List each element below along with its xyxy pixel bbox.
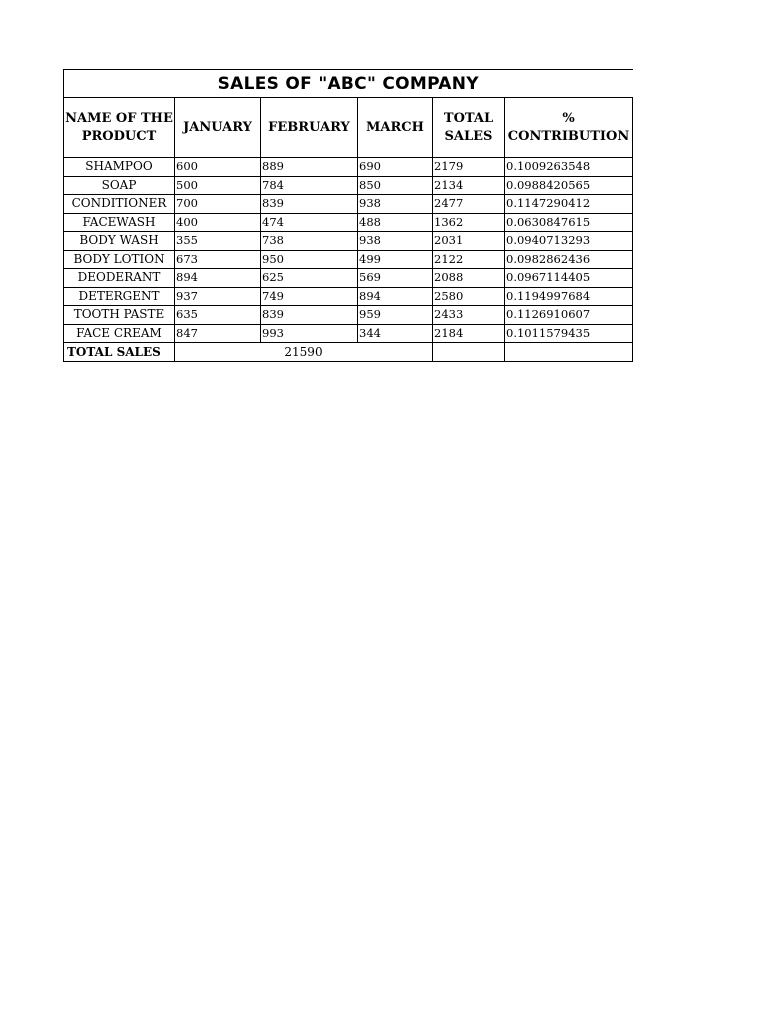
total-sales-empty-cell — [433, 343, 505, 362]
cell-product-name: SHAMPOO — [64, 158, 175, 177]
table-row — [64, 306, 633, 325]
cell-product-name: DEODERANT — [64, 269, 175, 288]
cell-march: 488 — [358, 213, 433, 232]
cell-february: 950 — [261, 250, 358, 269]
cell-march: 690 — [358, 158, 433, 177]
cell-product-name: TOOTH PASTE — [64, 306, 175, 325]
cell-february: 738 — [261, 232, 358, 251]
cell-total-sales: 2580 — [433, 287, 505, 306]
table-row — [64, 176, 633, 195]
table-row — [64, 158, 633, 177]
table-title: SALES OF "ABC" COMPANY — [64, 70, 633, 98]
cell-february: 749 — [261, 287, 358, 306]
header-total-sales: TOTAL SALES — [433, 98, 505, 158]
cell-product-name: FACE CREAM — [64, 324, 175, 343]
header-february: FEBRUARY — [261, 98, 358, 158]
cell-total-sales: 2122 — [433, 250, 505, 269]
cell-contribution: 0.0967114405 — [505, 269, 633, 288]
cell-january: 847 — [175, 324, 261, 343]
cell-january: 400 — [175, 213, 261, 232]
sales-sheet — [63, 69, 632, 362]
total-sales-value: 21590 — [175, 343, 433, 362]
table-row — [64, 287, 633, 306]
cell-january: 894 — [175, 269, 261, 288]
cell-product-name: BODY WASH — [64, 232, 175, 251]
cell-product-name: BODY LOTION — [64, 250, 175, 269]
cell-contribution: 0.1147290412 — [505, 195, 633, 214]
table-row — [64, 250, 633, 269]
table-row — [64, 213, 633, 232]
cell-march: 344 — [358, 324, 433, 343]
header-march: MARCH — [358, 98, 433, 158]
cell-contribution: 0.1126910607 — [505, 306, 633, 325]
table-row — [64, 195, 633, 214]
cell-product-name: DETERGENT — [64, 287, 175, 306]
cell-product-name: FACEWASH — [64, 213, 175, 232]
cell-february: 839 — [261, 306, 358, 325]
cell-product-name: CONDITIONER — [64, 195, 175, 214]
cell-february: 889 — [261, 158, 358, 177]
cell-march: 959 — [358, 306, 433, 325]
cell-february: 839 — [261, 195, 358, 214]
cell-february: 784 — [261, 176, 358, 195]
cell-january: 600 — [175, 158, 261, 177]
total-contribution-empty-cell — [505, 343, 633, 362]
cell-contribution: 0.1194997684 — [505, 287, 633, 306]
cell-march: 938 — [358, 195, 433, 214]
cell-contribution: 0.1011579435 — [505, 324, 633, 343]
total-sales-label: TOTAL SALES — [64, 343, 175, 362]
header-contribution: % CONTRIBUTION — [505, 98, 633, 158]
cell-february: 474 — [261, 213, 358, 232]
header-january: JANUARY — [175, 98, 261, 158]
cell-product-name: SOAP — [64, 176, 175, 195]
cell-contribution: 0.0988420565 — [505, 176, 633, 195]
cell-march: 569 — [358, 269, 433, 288]
header-product: NAME OF THE PRODUCT — [64, 98, 175, 158]
total-sales-row — [64, 343, 633, 362]
table-row — [64, 232, 633, 251]
cell-march: 894 — [358, 287, 433, 306]
cell-contribution: 0.1009263548 — [505, 158, 633, 177]
cell-january: 673 — [175, 250, 261, 269]
header-row — [64, 98, 633, 158]
cell-january: 937 — [175, 287, 261, 306]
cell-january: 635 — [175, 306, 261, 325]
sales-table — [63, 69, 633, 362]
cell-total-sales: 2134 — [433, 176, 505, 195]
cell-january: 500 — [175, 176, 261, 195]
cell-total-sales: 2433 — [433, 306, 505, 325]
cell-contribution: 0.0630847615 — [505, 213, 633, 232]
cell-total-sales: 1362 — [433, 213, 505, 232]
table-body — [64, 158, 633, 343]
table-row — [64, 324, 633, 343]
cell-march: 938 — [358, 232, 433, 251]
cell-february: 625 — [261, 269, 358, 288]
cell-march: 499 — [358, 250, 433, 269]
cell-contribution: 0.0982862436 — [505, 250, 633, 269]
cell-total-sales: 2477 — [433, 195, 505, 214]
cell-january: 355 — [175, 232, 261, 251]
cell-march: 850 — [358, 176, 433, 195]
cell-total-sales: 2088 — [433, 269, 505, 288]
cell-total-sales: 2179 — [433, 158, 505, 177]
cell-january: 700 — [175, 195, 261, 214]
cell-total-sales: 2031 — [433, 232, 505, 251]
cell-total-sales: 2184 — [433, 324, 505, 343]
cell-contribution: 0.0940713293 — [505, 232, 633, 251]
table-row — [64, 269, 633, 288]
cell-february: 993 — [261, 324, 358, 343]
